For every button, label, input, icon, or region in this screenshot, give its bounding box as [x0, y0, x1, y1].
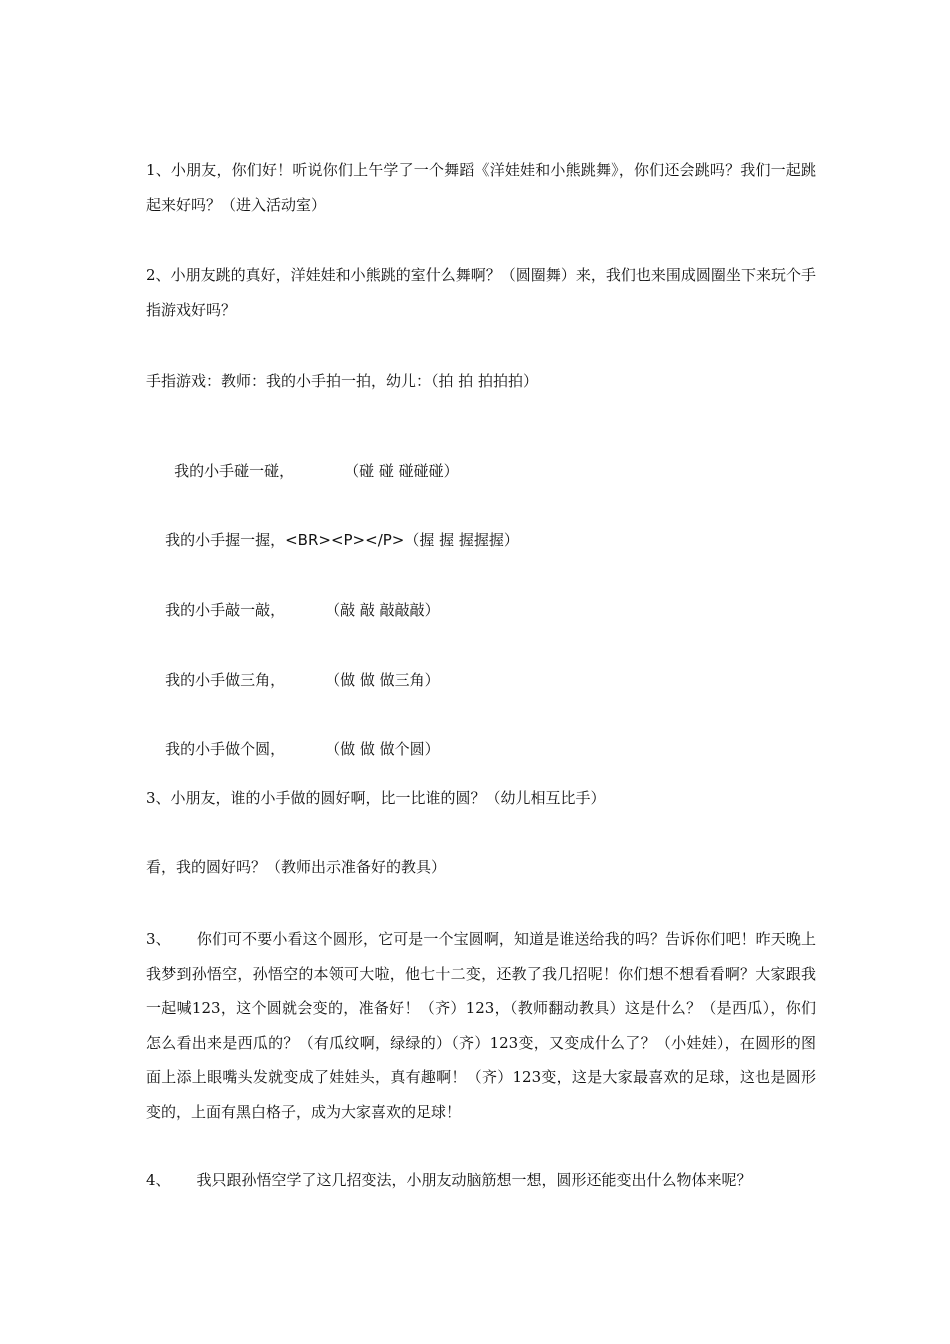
paragraph-5: [146, 1163, 816, 1198]
triangle-teacher-text: 我的小手做三角，: [165, 671, 286, 689]
finger-game-line-knock: [146, 580, 440, 640]
paragraph-5-number: 4、: [146, 1171, 171, 1189]
finger-game-title: 手指游戏：教师：我的小手拍一拍，幼儿：（拍 拍 拍拍拍）: [146, 372, 539, 390]
finger-game-line-touch: [155, 441, 459, 501]
paragraph-1: 1、小朋友，你们好！听说你们上午学了一个舞蹈《洋娃娃和小熊跳舞》，你们还会跳吗？我们一起跳起来好吗？（进入活动室）: [146, 161, 816, 214]
paragraph-5-text: 我只跟孙悟空学了这几招变法，小朋友动脑筋想一想，圆形还能变出什么物体来呢？: [196, 1171, 752, 1189]
paragraph-2: 2、小朋友跳的真好，洋娃娃和小熊跳的室什么舞啊？（圆圈舞）来，我们也来围成圆圈坐下来玩个手指游戏好吗？: [146, 266, 816, 319]
touch-child-text: （碰 碰 碰碰碰）: [344, 462, 459, 480]
circle-child-text: （做 做 做个圆）: [325, 740, 440, 758]
grip-html-tag-text: <BR><P></P>: [285, 531, 405, 549]
finger-game-line-grip: [146, 510, 519, 570]
finger-game-line-circle: [146, 719, 440, 779]
circle-teacher-text: 我的小手做个圆，: [165, 740, 286, 758]
grip-teacher-text: 我的小手握一握，: [165, 531, 286, 549]
grip-child-text: （握 握 握握握）: [404, 531, 519, 549]
triangle-child-text: （做 做 做三角）: [325, 671, 440, 689]
knock-teacher-text: 我的小手敲一敲，: [165, 601, 286, 619]
paragraph-3b: 看，我的圆好吗？（教师出示准备好的教具）: [146, 858, 447, 876]
touch-teacher-text: 我的小手碰一碰，: [174, 462, 295, 480]
paragraph-4: [146, 922, 816, 1129]
knock-child-text: （敲 敲 敲敲敲）: [325, 601, 440, 619]
finger-game-line-triangle: [146, 650, 440, 710]
paragraph-4-number: 3、: [146, 930, 171, 948]
document-page: [146, 0, 816, 1344]
paragraph-4-text: 你们可不要小看这个圆形，它可是一个宝圆啊，知道是谁送给我的吗？告诉你们吧！昨天晚上我梦到孙悟空，孙悟空的本领可大啦，他七十二变，还教了我几招呢！你们想不想看看啊？大家跟我一起喊123，这个圆就会变的，准备好！（齐）123，（教师翻动教具）这是什么？（是西瓜），你们怎么看出来是西瓜的？（有瓜纹啊，绿绿的）（齐）123变，又变成什么了？（小娃娃），在圆形的图面上添上眼嘴头发就变成了娃娃头，真有趣啊！（齐）123变，这是大家最喜欢的足球，这也是圆形变的，上面有黑白格子，成为大家喜欢的足球！: [146, 930, 816, 1121]
paragraph-3: 3、小朋友，谁的小手做的圆好啊，比一比谁的圆？（幼儿相互比手）: [146, 789, 606, 807]
